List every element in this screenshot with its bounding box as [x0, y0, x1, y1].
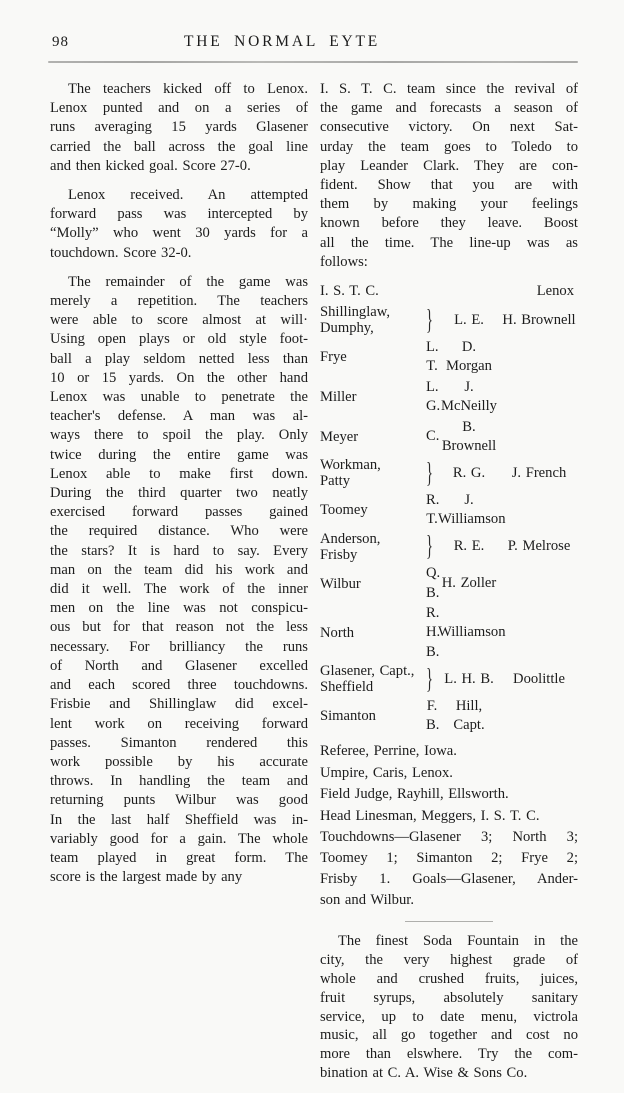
- text-line: Touchdowns—Glasener 3; North 3;: [320, 828, 578, 845]
- position-label: L. T.: [426, 338, 439, 374]
- text-line: men on the line was not conspicu-: [50, 600, 308, 617]
- text-line: fident. Show that you are with: [320, 177, 578, 194]
- position-label: C.: [426, 428, 440, 445]
- text-line: all the time. The line-up was as: [320, 234, 578, 251]
- officials-list: [320, 741, 578, 827]
- lineup-row: [320, 531, 578, 563]
- text-line: known before they leave. Boost: [320, 215, 578, 232]
- text-line: In the last half Sheffield was in-: [50, 811, 308, 828]
- text-line: During the third quarter two neatly: [50, 485, 308, 502]
- away-team-name: Lenox: [536, 283, 574, 300]
- text-line: the required distance. Who were: [50, 523, 308, 540]
- player-name: Workman,: [320, 457, 381, 474]
- page-header: [0, 0, 624, 80]
- player-name: Shillinglaw,: [320, 304, 390, 321]
- text-line: passes. Simanton rendered this: [50, 734, 308, 751]
- player-name: Miller: [320, 388, 357, 405]
- publication-title: THE NORMAL EYTE: [183, 33, 381, 50]
- player-name: Wilbur: [320, 575, 361, 592]
- text-line: did it well. The work of the inner: [50, 581, 308, 598]
- lineup-header: [320, 282, 578, 301]
- player-name: Sheffield: [320, 679, 374, 696]
- text-line: ball a play seldom netted less than: [50, 350, 308, 367]
- text-line: follows:: [320, 253, 368, 270]
- text-line: urday the team goes to Toledo to: [320, 138, 578, 155]
- section-divider: [405, 921, 493, 922]
- text-columns: [50, 80, 578, 1093]
- position-label: R. H. B.: [426, 605, 441, 660]
- text-line: man on the team did his work and: [50, 561, 308, 578]
- brace-glyph: }: [426, 662, 433, 695]
- text-line: consecutive victory. On next Sat-: [320, 119, 578, 136]
- lineup-row: [320, 378, 578, 416]
- position-label: L. E.: [454, 311, 484, 328]
- text-line: forward pass was intercepted by: [50, 206, 308, 223]
- text-line: bination at C. A. Wise & Sons Co.: [320, 1065, 528, 1082]
- paragraph-intro: [320, 80, 578, 272]
- text-line: more than elswhere. Try the com-: [320, 1046, 578, 1063]
- lineup-row: [320, 338, 578, 376]
- soda-fountain-ad: [320, 932, 578, 1083]
- lineup-row: [320, 564, 578, 602]
- text-line: Lenox received. An attempted: [68, 187, 308, 204]
- lenox-player: J. French: [511, 464, 567, 481]
- istc-players: [320, 531, 426, 563]
- text-line: Field Judge, Rayhill, Ellsworth.: [320, 786, 509, 803]
- text-line: merely a repetition. The teachers: [50, 293, 308, 310]
- text-line: city, the very highest grade of: [320, 951, 578, 968]
- position-label: F. B.: [426, 697, 440, 734]
- lenox-player: D. Morgan: [446, 338, 492, 374]
- text-line: teacher's defense. A man was al-: [50, 408, 308, 425]
- text-line: of North and Glasener excelled: [50, 657, 308, 674]
- position-label: R. T.: [426, 491, 440, 528]
- text-line: ous but for that reason not the less: [50, 619, 308, 636]
- text-line: variably good for a gain. The whole: [50, 830, 308, 847]
- istc-players: [320, 457, 426, 489]
- text-line: them by making your feelings: [320, 196, 578, 213]
- istc-players: [320, 389, 426, 405]
- text-line: The remainder of the game was: [68, 273, 308, 290]
- text-line: and then kicked goal. Score 27-0.: [50, 157, 251, 174]
- lenox-player: Williamson: [438, 624, 506, 641]
- text-line: touchdown. Score 32-0.: [50, 244, 192, 261]
- text-line: “Molly” who went 30 yards for a: [50, 225, 308, 242]
- lenox-player: J. McNeilly: [441, 378, 497, 414]
- text-line: Head Linesman, Meggers, I. S. T. C.: [320, 807, 540, 824]
- text-line: I. S. T. C. team since the revival of: [320, 81, 578, 97]
- istc-players: [320, 304, 426, 336]
- text-line: Lenox able to make first down.: [50, 465, 308, 482]
- player-name: North: [320, 625, 355, 642]
- position-label: Q. B.: [426, 565, 441, 601]
- text-line: twice during the entire game was: [50, 446, 308, 463]
- lenox-player: P. Melrose: [507, 538, 571, 555]
- text-line: Toomey 1; Simanton 2; Frye 2;: [320, 849, 578, 866]
- player-name: Anderson,: [320, 530, 381, 547]
- lineup-row: [320, 418, 578, 456]
- left-column: [50, 80, 308, 1093]
- text-line: Lenox punted and on a series of: [50, 100, 308, 117]
- lenox-player: Doolittle: [513, 670, 565, 687]
- lineup-table: [320, 282, 578, 735]
- brace-glyph: }: [426, 456, 433, 489]
- text-line: Lenox was unable to penetrate the: [50, 389, 308, 406]
- lenox-player: B. Brownell: [441, 418, 497, 454]
- text-line: The finest Soda Fountain in the: [338, 932, 578, 949]
- right-column: [320, 80, 578, 1093]
- text-line: and each scored three touchdowns.: [50, 677, 308, 694]
- text-line: ways there to spoil the play. Only: [50, 427, 308, 444]
- text-line: necessary. For brilliancy the runs: [50, 638, 308, 655]
- paragraph-interception: [50, 186, 308, 263]
- text-line: lent work on receiving forward: [50, 715, 308, 732]
- text-line: carried the ball across the goal line: [50, 138, 308, 155]
- istc-players: [320, 625, 426, 641]
- istc-players: [320, 663, 426, 695]
- player-name: Patty: [320, 473, 350, 490]
- text-line: son and Wilbur.: [320, 891, 414, 908]
- text-line: the game and forecasts a season of: [320, 100, 578, 117]
- page-number: 98: [52, 34, 69, 50]
- paragraph-kickoff: [50, 80, 308, 176]
- text-line: were able to score almost at will·: [50, 312, 308, 329]
- text-line: 10 or 15 yards. On the other hand: [50, 369, 308, 386]
- lineup-row: [320, 697, 578, 735]
- istc-players: [320, 502, 426, 518]
- lenox-player: J. Williamson: [438, 491, 506, 528]
- player-name: Meyer: [320, 428, 359, 445]
- player-name: Simanton: [320, 708, 376, 725]
- player-name: Toomey: [320, 502, 368, 519]
- text-line: Frisby 1. Goals—Glasener, Ander-: [320, 870, 578, 887]
- text-line: returning punts Wilbur was good: [50, 792, 308, 809]
- lineup-row: [320, 663, 578, 695]
- istc-players: [320, 708, 426, 724]
- istc-players: [320, 349, 426, 365]
- text-line: play Leander Clark. They are con-: [320, 157, 578, 174]
- lenox-player: H. Zoller: [441, 574, 497, 591]
- lineup-row: [320, 457, 578, 489]
- text-line: whole and crushed fruits, juices,: [320, 970, 578, 987]
- text-line: work possible by his accurate: [50, 753, 308, 770]
- player-name: Frisby: [320, 546, 358, 563]
- player-name: Frye: [320, 348, 347, 365]
- text-line: service, up to date menu, victrola: [320, 1008, 578, 1025]
- lineup-row: [320, 491, 578, 529]
- lenox-player: H. Brownell: [502, 311, 576, 328]
- text-line: runs averaging 15 yards Glasener: [50, 119, 308, 136]
- header-rule: [48, 61, 578, 63]
- text-line: throws. In handling the team and: [50, 773, 308, 790]
- home-team-name: I. S. T. C.: [320, 283, 379, 300]
- istc-players: [320, 429, 426, 445]
- text-line: Frisbie and Shillinglaw did excel-: [50, 696, 308, 713]
- player-name: Glasener, Capt.,: [320, 663, 415, 680]
- paragraph-game-summary: [50, 273, 308, 888]
- istc-players: [320, 576, 426, 592]
- text-line: The teachers kicked off to Lenox.: [68, 81, 308, 97]
- text-line: Referee, Perrine, Iowa.: [320, 743, 457, 760]
- text-line: fruit syrups, absolutely sanitary: [320, 989, 578, 1006]
- text-line: Using open plays or old style foot-: [50, 331, 308, 348]
- lineup-row: [320, 304, 578, 336]
- scoring-summary: [320, 827, 578, 911]
- position-label: L. H. B.: [444, 670, 494, 687]
- text-line: exercised forward passes gained: [50, 504, 308, 521]
- text-line: the stars? It is hard to say. Every: [50, 542, 308, 559]
- lenox-player: Hill, Capt.: [453, 697, 485, 734]
- text-line: Umpire, Caris, Lenox.: [320, 764, 453, 781]
- position-label: L. G.: [426, 378, 441, 414]
- text-line: team played in great form. The: [50, 849, 308, 866]
- lineup-row: [320, 604, 578, 662]
- brace-glyph: }: [426, 303, 433, 336]
- brace-glyph: }: [426, 530, 433, 563]
- position-label: R. E.: [453, 538, 485, 555]
- text-line: music, all go together and cost no: [320, 1027, 578, 1044]
- position-label: R. G.: [452, 464, 486, 481]
- text-line: score is the largest made by any: [50, 869, 243, 886]
- player-name: Dumphy,: [320, 320, 374, 337]
